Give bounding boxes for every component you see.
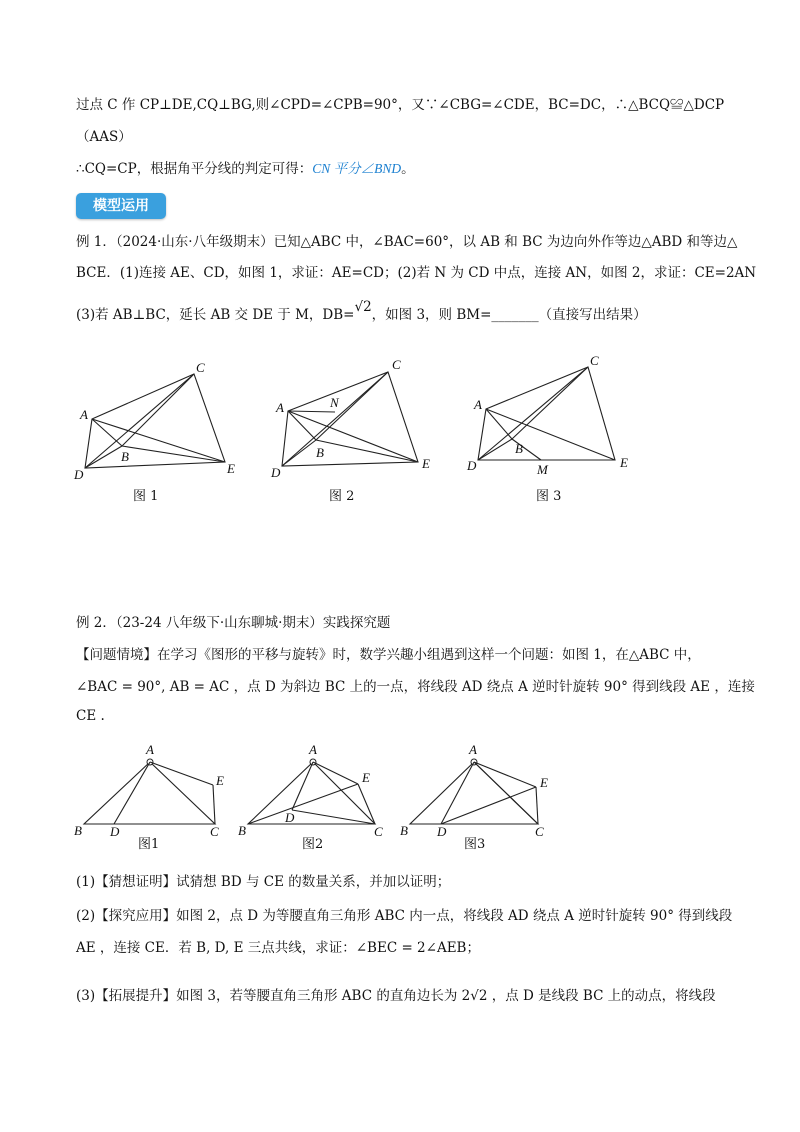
ex2-fig2-label-b: B [238,823,246,838]
example2-figures [0,738,800,858]
section-badge: 模型运用 [76,193,166,219]
fig2-outline [282,372,418,466]
fig1-label-b: B [121,449,129,464]
fig3-label-a: A [474,397,482,412]
figure-1 [73,360,235,504]
question-2b: AE ，连接 CE．若 B, D, E 三点共线，求证：∠BEC = 2∠AEB； [76,940,480,956]
ex2-fig3-label-b: B [400,823,408,838]
fig1-label-a: A [80,407,88,422]
question-1: (1)【猜想证明】试猜想 BD 与 CE 的数量关系，并加以证明； [76,874,451,890]
fig3-caption: 图 3 [536,489,562,504]
example2-title: 例 2．（23-24 八年级下·山东聊城·期末）实践探究题 [76,615,391,631]
fig3-label-b: B [515,441,523,456]
proof-line-1b: （AAS） [76,129,132,145]
ex2-fig1-label-d: D [110,824,120,839]
ex2-fig1-label-e: E [216,773,224,788]
fig3-label-m: M [537,462,548,477]
fig1-label-d: D [74,467,84,482]
ex2-fig2-label-e: E [362,770,370,785]
question-2a: (2)【探究应用】如图 2，点 D 为等腰直角三角形 ABC 内一点，将线段 AD 绕点 A 逆时针旋转 90° 得到线段 [76,908,733,924]
fig1-label-e: E [227,461,235,476]
ex2-fig3-triangle [410,762,538,824]
ex2-fig3-label-a: A [469,742,477,757]
question-3: (3)【拓展提升】如图 3，若等腰直角三角形 ABC 的直角边长为 2√2 ，点 D 是线段 BC 上的动点，将线段 [76,988,716,1004]
ex2-fig1-label-c: C [210,824,219,839]
fig3-label-e: E [620,455,628,470]
example1-line-3: (3)若 AB⊥BC，延长 AB 交 DE 于 M，DB=√2，如图 3，则 BM=_______（直接写出结果） [76,299,647,323]
ex2-fig3-label-e: E [540,775,548,790]
example2-line-2: ∠BAC = 90°, AB = AC ，点 D 为斜边 BC 上的一点，将线段 AD 绕点 A 逆时针旋转 90° 得到线段 AE ，连接 [76,679,755,695]
ex2-fig2-label-c: C [374,824,383,839]
ex2-fig3-caption: 图3 [464,837,486,852]
example2-line-3: CE . [76,708,105,724]
example1-figures [0,345,800,525]
fig2-label-e: E [422,456,430,471]
ex2-fig2-caption: 图2 [302,837,324,852]
fig3-label-d: D [467,458,477,473]
fig2-label-a: A [276,400,284,415]
fig2-label-b: B [316,445,324,460]
ex2-fig2-triangle [248,762,375,824]
ex2-fig2-label-d: D [285,810,295,825]
fig1-caption: 图 1 [133,489,159,504]
fig1-outline [85,374,225,468]
ex2-figure-1 [74,742,224,852]
ex2-fig1-label-b: B [74,823,82,838]
example1-line-1: 例 1．（2024·山东·八年级期末）已知△ABC 中，∠BAC=60°，以 AB 和 BC 为边向外作等边△ABD 和等边△ [76,234,738,250]
figure-2 [270,357,430,504]
fig2-caption: 图 2 [329,489,355,504]
ex2-fig1-triangle [84,762,215,824]
ex2-fig3-label-d: D [437,824,447,839]
ex2-fig2-label-a: A [309,742,317,757]
figure-3 [466,353,628,504]
fig2-label-d: D [271,465,281,480]
example2-line-1: 【问题情境】在学习《图形的平移与旋转》时，数学兴趣小组遇到这样一个问题：如图 1，在△ABC 中， [76,647,701,663]
fig3-label-c: C [590,353,599,368]
highlight-conclusion: CN 平分∠BND [312,161,402,176]
example1-line-2: BCE．(1)连接 AE、CD，如图 1，求证：AE=CD；(2)若 N 为 CD 中点，连接 AN，如图 2，求证：CE=2AN [76,265,757,281]
ex2-fig3-label-c: C [535,824,544,839]
ex2-figure-3 [400,742,548,852]
proof-line-2: ∴CQ=CP，根据角平分线的判定可得：CN 平分∠BND。 [76,161,415,177]
fig1-label-c: C [196,360,205,375]
sqrt2-expression: √2 [354,299,372,315]
ex2-figure-2 [238,742,383,852]
fig2-label-c: C [392,357,401,372]
fig2-label-n: N [330,395,339,410]
proof-line-1: 过点 C 作 CP⊥DE,CQ⊥BG,则∠CPD=∠CPB=90°，又∵∠CBG=∠CDE，BC=DC，∴△BCQ≌△DCP [76,97,725,113]
ex2-fig1-caption: 图1 [138,837,160,852]
ex2-fig1-label-a: A [146,742,154,757]
